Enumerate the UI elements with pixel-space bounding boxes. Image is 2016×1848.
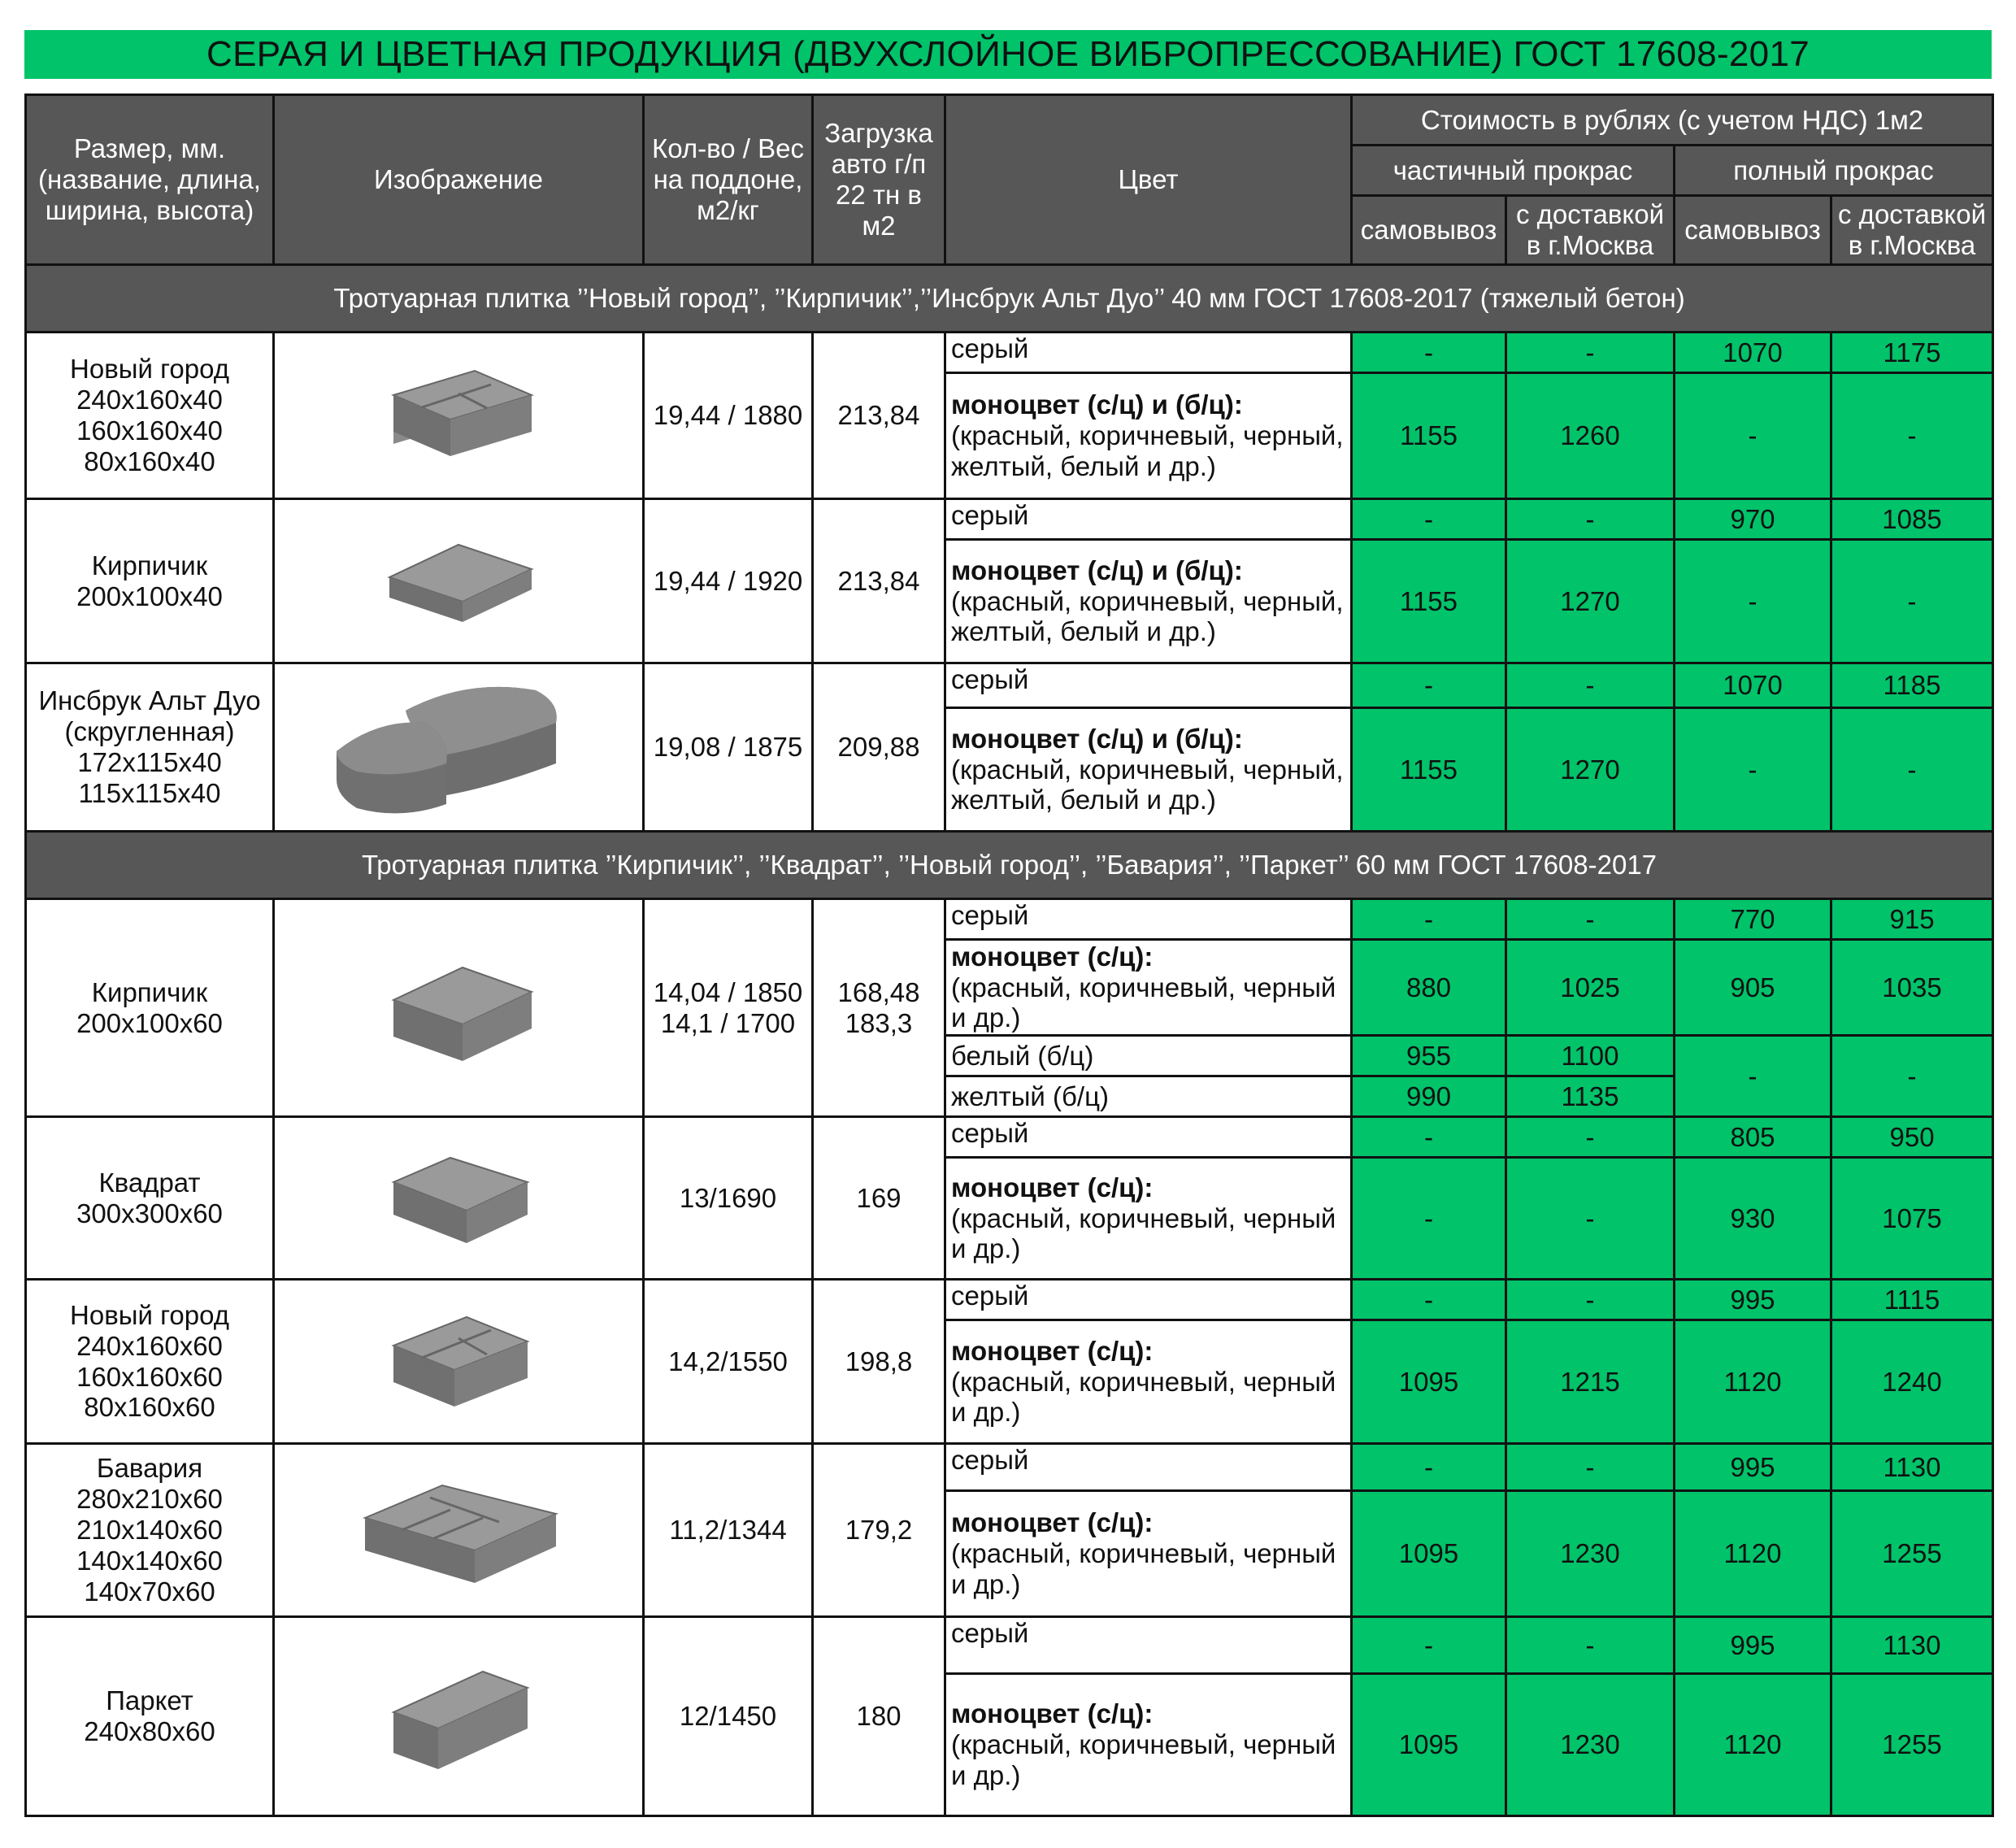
color-mono: моноцвет (с/ц) и (б/ц): (красный, коричневый, черный, желтый, белый и др.)	[945, 708, 1352, 832]
page-title: СЕРАЯ И ЦВЕТНАЯ ПРОДУКЦИЯ (ДВУХСЛОЙНОЕ ВИБРОПРЕССОВАНИЕ) ГОСТ 17608-2017	[24, 30, 1992, 79]
price-cell: -	[1675, 540, 1831, 663]
pallet-qty: 19,44 / 1880	[644, 333, 813, 499]
price-cell: -	[1352, 663, 1506, 708]
header-image: Изображение	[274, 95, 644, 265]
color-mono: моноцвет (с/ц): (красный, коричневый, черный и др.)	[945, 1674, 1352, 1816]
price-cell: 1270	[1506, 540, 1675, 663]
price-cell: 1240	[1831, 1320, 1993, 1444]
header-full: полный прокрас	[1675, 146, 1993, 196]
price-cell: -	[1506, 1117, 1675, 1158]
insbruck-tile-icon	[274, 663, 644, 832]
price-cell: 1255	[1831, 1674, 1993, 1816]
price-cell: -	[1675, 708, 1831, 832]
price-cell: -	[1352, 1158, 1506, 1280]
header-size: Размер, мм. (название, длина, ширина, высота)	[26, 95, 274, 265]
product-name: Паркет 240х80х60	[26, 1617, 274, 1816]
price-cell: -	[1352, 1617, 1506, 1674]
price-cell: 995	[1675, 1280, 1831, 1320]
truck-load: 180	[813, 1617, 945, 1816]
color-grey: серый	[945, 499, 1352, 540]
price-cell: -	[1675, 373, 1831, 499]
price-cell: 950	[1831, 1117, 1993, 1158]
color-mono: моноцвет (с/ц): (красный, коричневый, черный и др.)	[945, 1320, 1352, 1444]
price-cell: 1130	[1831, 1617, 1993, 1674]
truck-load: 209,88	[813, 663, 945, 832]
pallet-qty: 12/1450	[644, 1617, 813, 1816]
header-partial-delivery: с доставкой в г.Москва	[1506, 196, 1675, 265]
price-cell: 1075	[1831, 1158, 1993, 1280]
price-cell: 930	[1675, 1158, 1831, 1280]
parquet-tile-icon	[274, 1617, 644, 1816]
pallet-qty: 14,2/1550	[644, 1280, 813, 1444]
product-name: Новый город 240х160х60 160х160х60 80х160х60	[26, 1280, 274, 1444]
color-grey: серый	[945, 1444, 1352, 1491]
price-cell: 805	[1675, 1117, 1831, 1158]
truck-load: 213,84	[813, 499, 945, 663]
price-cell: 1100	[1506, 1036, 1675, 1076]
color-mono: моноцвет (с/ц): (красный, коричневый, черный и др.)	[945, 1158, 1352, 1280]
price-cell: 1120	[1675, 1674, 1831, 1816]
price-cell: -	[1506, 1444, 1675, 1491]
header-color: Цвет	[945, 95, 1352, 265]
price-cell: 1155	[1352, 373, 1506, 499]
price-cell: -	[1506, 499, 1675, 540]
price-cell: -	[1831, 708, 1993, 832]
price-cell: -	[1352, 333, 1506, 373]
pallet-qty: 19,44 / 1920	[644, 499, 813, 663]
header-qty: Кол-во / Вес на поддоне, м2/кг	[644, 95, 813, 265]
color-grey: серый	[945, 1117, 1352, 1158]
price-cell: -	[1352, 899, 1506, 940]
price-cell: 1230	[1506, 1674, 1675, 1816]
color-yellow: желтый (б/ц)	[945, 1076, 1352, 1117]
section-title: Тротуарная плитка ’’Кирпичик’’, ’’Квадрат’’, ’’Новый город’’, ’’Бавария’’, ’’Паркет’’ 60 мм ГОСТ 17608-2017	[26, 832, 1993, 899]
color-grey: серый	[945, 1617, 1352, 1674]
price-cell: 1035	[1831, 940, 1993, 1036]
color-white: белый (б/ц)	[945, 1036, 1352, 1076]
price-cell: -	[1506, 1617, 1675, 1674]
header-full-pickup: самовывоз	[1675, 196, 1831, 265]
brick-tile-icon	[274, 499, 644, 663]
price-cell: -	[1352, 1280, 1506, 1320]
price-cell: 1120	[1675, 1491, 1831, 1617]
header-partial-pickup: самовывоз	[1352, 196, 1506, 265]
color-mono: моноцвет (с/ц): (красный, коричневый, черный и др.)	[945, 940, 1352, 1036]
product-name: Квадрат 300х300х60	[26, 1117, 274, 1280]
price-cell: 1085	[1831, 499, 1993, 540]
color-grey: серый	[945, 1280, 1352, 1320]
product-name: Кирпичик 200х100х60	[26, 899, 274, 1117]
price-cell: 970	[1675, 499, 1831, 540]
price-cell: 1025	[1506, 940, 1675, 1036]
new-city-tile-icon	[274, 333, 644, 499]
pallet-qty: 11,2/1344	[644, 1444, 813, 1617]
price-cell: -	[1831, 373, 1993, 499]
price-cell: 1185	[1831, 663, 1993, 708]
pallet-qty: 14,04 / 1850 14,1 / 1700	[644, 899, 813, 1117]
price-cell: 1120	[1675, 1320, 1831, 1444]
price-cell: 1095	[1352, 1491, 1506, 1617]
price-cell: 1115	[1831, 1280, 1993, 1320]
price-cell: -	[1831, 1036, 1993, 1117]
price-cell: 995	[1675, 1617, 1831, 1674]
price-cell: -	[1506, 899, 1675, 940]
bavaria-tile-icon	[274, 1444, 644, 1617]
price-table	[24, 93, 1994, 1817]
price-cell: 1095	[1352, 1320, 1506, 1444]
header-partial: частичный прокрас	[1352, 146, 1675, 196]
price-cell: -	[1352, 1444, 1506, 1491]
color-grey: серый	[945, 663, 1352, 708]
price-cell: 770	[1675, 899, 1831, 940]
price-cell: 1155	[1352, 540, 1506, 663]
color-grey: серый	[945, 899, 1352, 940]
price-cell: 915	[1831, 899, 1993, 940]
price-cell: 1070	[1675, 663, 1831, 708]
price-cell: 1070	[1675, 333, 1831, 373]
price-cell: 1215	[1506, 1320, 1675, 1444]
price-cell: 1255	[1831, 1491, 1993, 1617]
price-cell: 1260	[1506, 373, 1675, 499]
pallet-qty: 13/1690	[644, 1117, 813, 1280]
product-name: Бавария 280х210х60 210х140х60 140х140х60 140х70х60	[26, 1444, 274, 1617]
header-full-delivery: с доставкой в г.Москва	[1831, 196, 1993, 265]
color-mono: моноцвет (с/ц): (красный, коричневый, черный и др.)	[945, 1491, 1352, 1617]
price-cell: 990	[1352, 1076, 1506, 1117]
section-title: Тротуарная плитка ’’Новый город’’, ’’Кирпичик’’,’’Инсбрук Альт Дуо’’ 40 мм ГОСТ 17608-2017 (тяжелый бетон)	[26, 265, 1993, 333]
pallet-qty: 19,08 / 1875	[644, 663, 813, 832]
price-cell: 1270	[1506, 708, 1675, 832]
product-name: Кирпичик 200х100х40	[26, 499, 274, 663]
header-load: Загрузка авто г/п 22 тн в м2	[813, 95, 945, 265]
truck-load: 198,8	[813, 1280, 945, 1444]
price-cell: 1095	[1352, 1674, 1506, 1816]
price-cell: -	[1831, 540, 1993, 663]
price-cell: 905	[1675, 940, 1831, 1036]
truck-load: 169	[813, 1117, 945, 1280]
color-mono: моноцвет (с/ц) и (б/ц): (красный, коричневый, черный, желтый, белый и др.)	[945, 540, 1352, 663]
price-cell: 880	[1352, 940, 1506, 1036]
header-cost: Стоимость в рублях (с учетом НДС) 1м2	[1352, 95, 1993, 146]
price-cell: -	[1506, 1280, 1675, 1320]
square-tile-icon	[274, 1117, 644, 1280]
color-mono: моноцвет (с/ц) и (б/ц): (красный, коричневый, черный, желтый, белый и др.)	[945, 373, 1352, 499]
price-cell: -	[1675, 1036, 1831, 1117]
truck-load: 179,2	[813, 1444, 945, 1617]
product-name: Новый город 240х160х40 160х160х40 80х160х40	[26, 333, 274, 499]
price-cell: 955	[1352, 1036, 1506, 1076]
price-cell: 1230	[1506, 1491, 1675, 1617]
price-cell: 1155	[1352, 708, 1506, 832]
price-cell: -	[1506, 333, 1675, 373]
brick-tile-icon	[274, 899, 644, 1117]
truck-load: 213,84	[813, 333, 945, 499]
color-grey: серый	[945, 333, 1352, 373]
truck-load: 168,48 183,3	[813, 899, 945, 1117]
price-cell: -	[1352, 499, 1506, 540]
price-cell: 1130	[1831, 1444, 1993, 1491]
price-cell: 995	[1675, 1444, 1831, 1491]
product-name: Инсбрук Альт Дуо (скругленная) 172х115х40 115х115х40	[26, 663, 274, 832]
price-cell: -	[1506, 1158, 1675, 1280]
price-cell: 1135	[1506, 1076, 1675, 1117]
price-cell: -	[1506, 663, 1675, 708]
price-cell: -	[1352, 1117, 1506, 1158]
new-city-tile-icon	[274, 1280, 644, 1444]
price-cell: 1175	[1831, 333, 1993, 373]
